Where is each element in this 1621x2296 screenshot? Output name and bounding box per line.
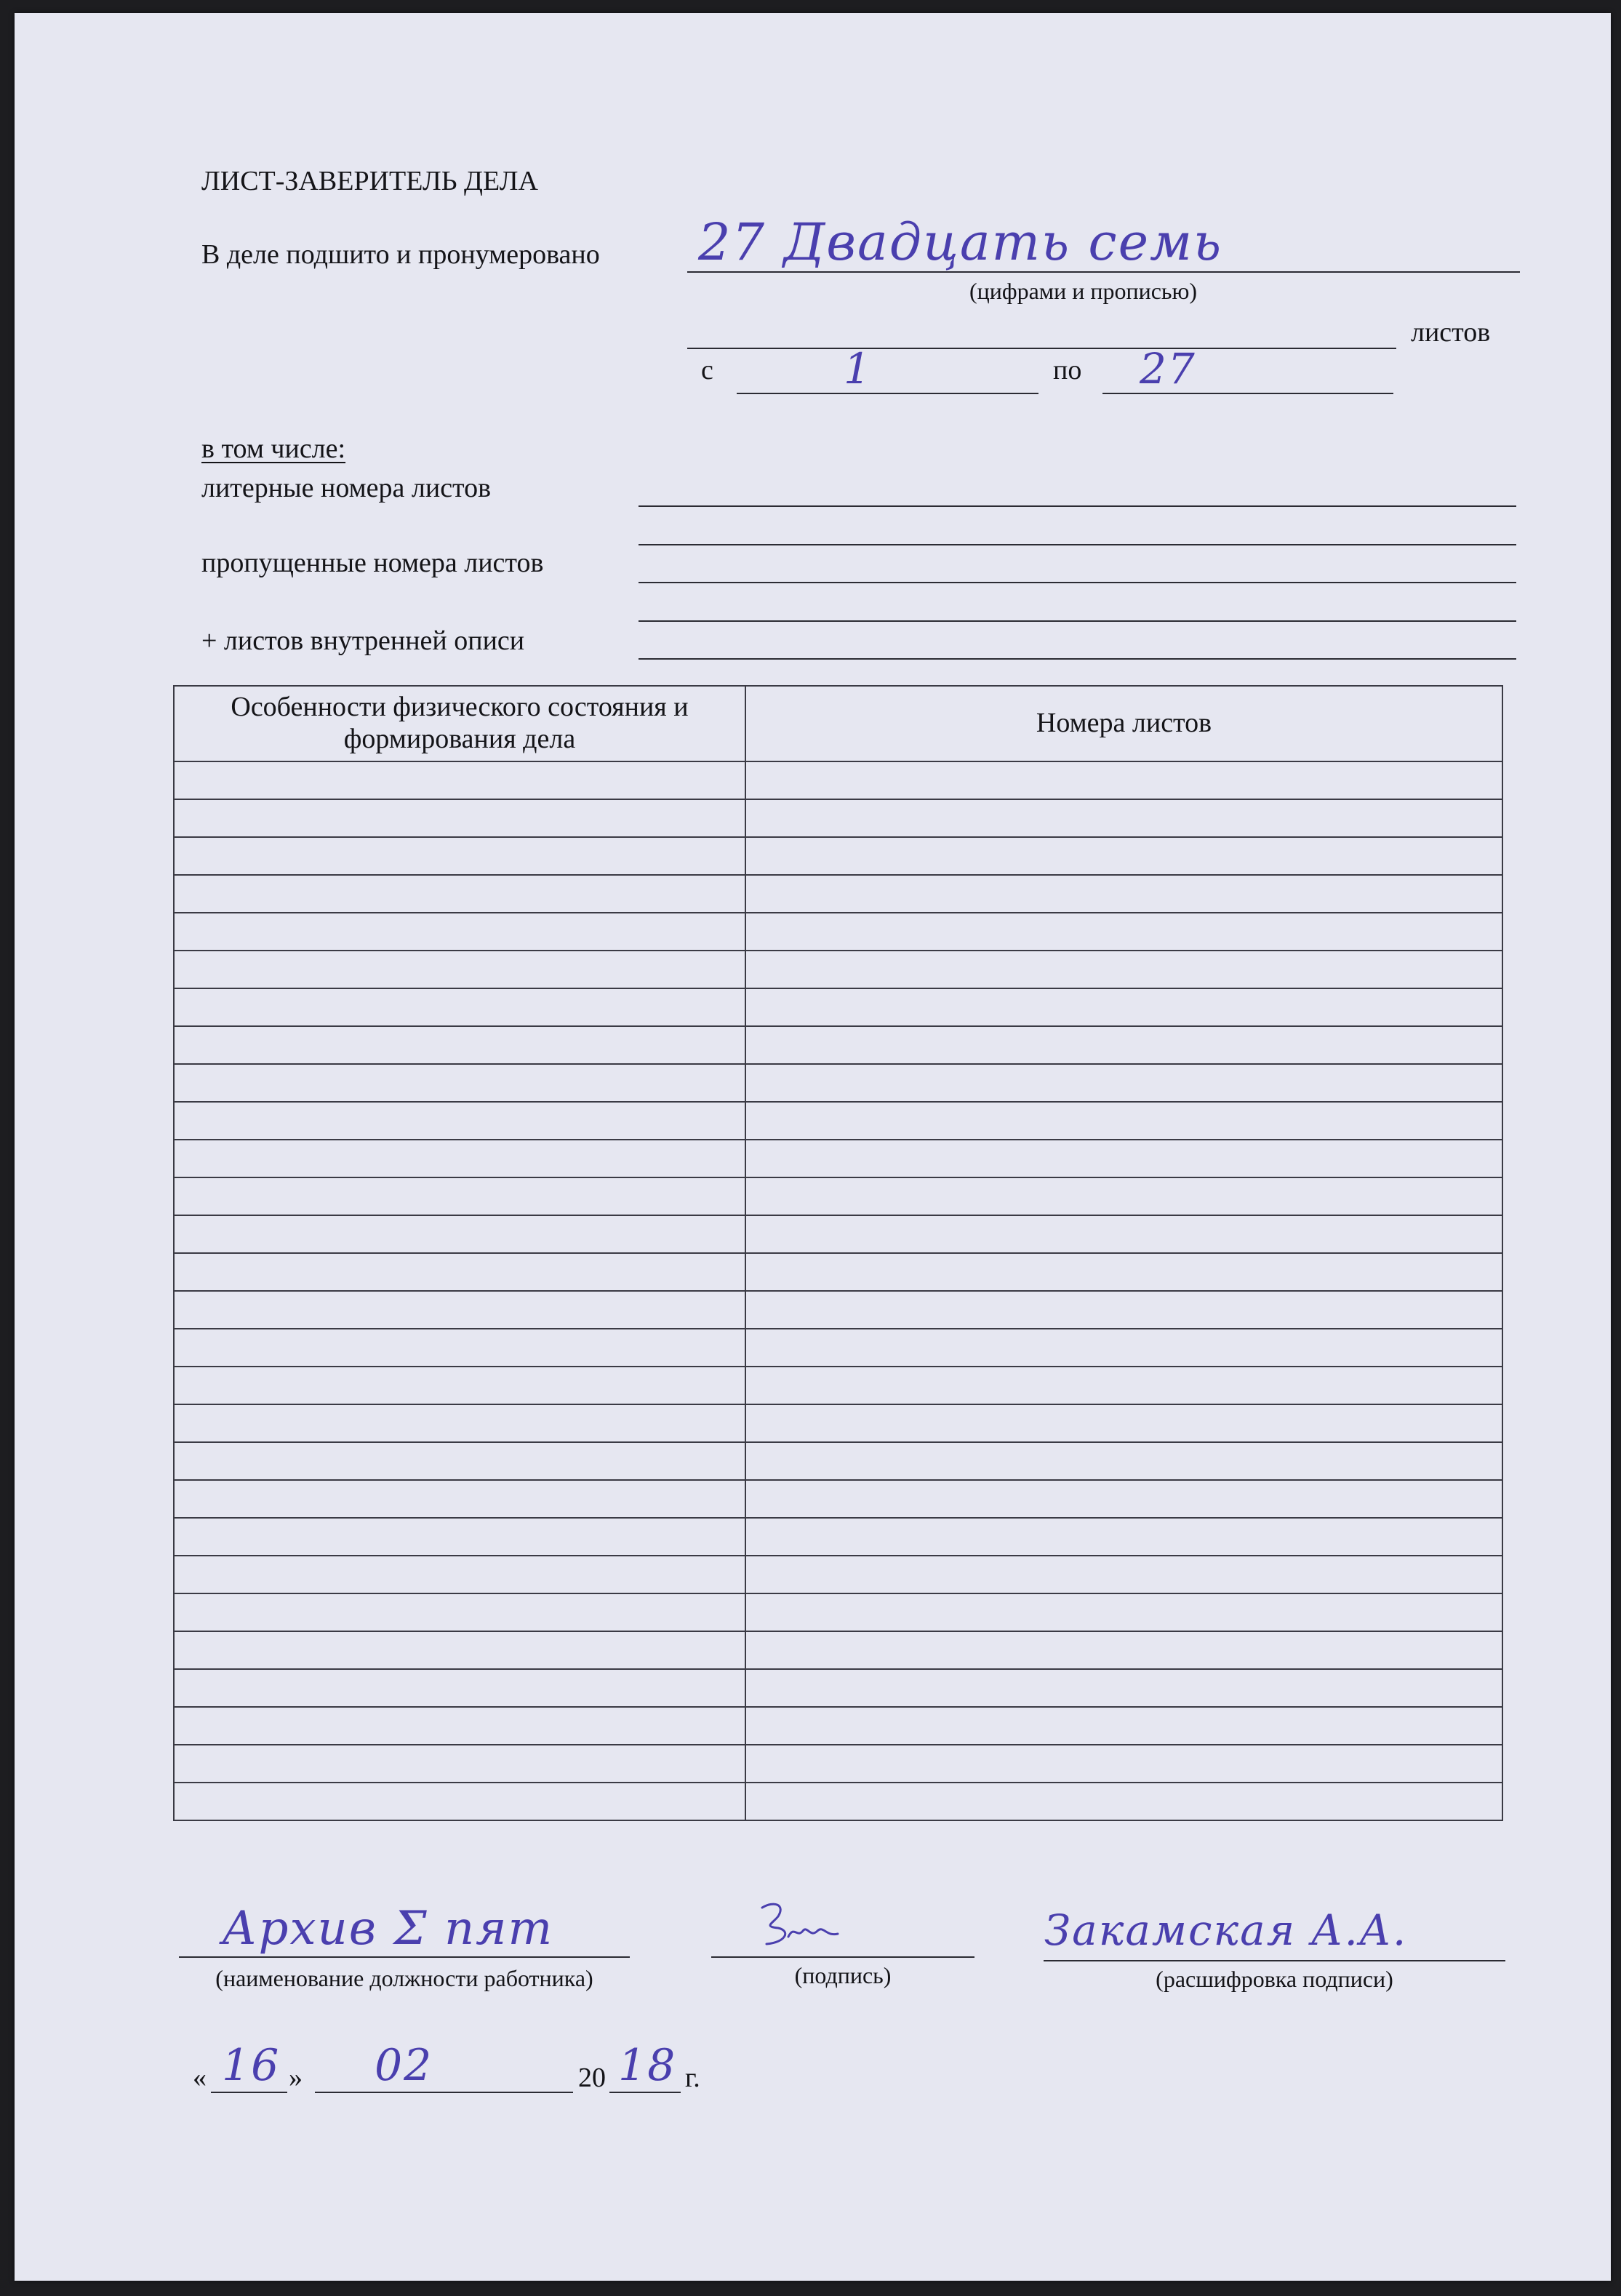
sheet-numbers-cell (745, 1518, 1502, 1556)
table-row (174, 1253, 1502, 1291)
table-row (174, 988, 1502, 1026)
table-row (174, 1291, 1502, 1329)
table-row (174, 1631, 1502, 1669)
table-row (174, 1026, 1502, 1064)
sheet-numbers-cell (745, 875, 1502, 913)
date-month-underline (315, 2092, 573, 2093)
missed-numbers-line (639, 582, 1516, 583)
table-row (174, 1556, 1502, 1593)
document-title: ЛИСТ-ЗАВЕРИТЕЛЬ ДЕЛА (201, 166, 538, 196)
sheet-numbers-cell (745, 1026, 1502, 1064)
col-header-sheet-numbers: Номера листов (745, 686, 1502, 761)
condition-cell (174, 1669, 745, 1707)
name-handwritten-value: Закамская А.А. (1044, 1905, 1408, 1955)
table-row (174, 1404, 1502, 1442)
table-row (174, 1442, 1502, 1480)
condition-cell (174, 1253, 745, 1291)
condition-cell (174, 988, 745, 1026)
condition-cell (174, 875, 745, 913)
inventory-line (639, 658, 1516, 660)
condition-cell (174, 1783, 745, 1820)
inventory-label: + листов внутренней описи (201, 625, 525, 656)
sheet-numbers-cell (745, 1404, 1502, 1442)
sheet-numbers-cell (745, 988, 1502, 1026)
sheets-word: листов (1411, 317, 1491, 348)
sheet-numbers-cell (745, 1329, 1502, 1367)
sheet-numbers-cell (745, 799, 1502, 837)
sign-underline (711, 1956, 974, 1958)
sheet-numbers-cell (745, 1556, 1502, 1593)
condition-cell (174, 1102, 745, 1140)
table-row (174, 761, 1502, 799)
condition-cell (174, 913, 745, 951)
condition-cell (174, 1026, 745, 1064)
date-year-prefix: 20 (578, 2063, 606, 2093)
table-row (174, 1140, 1502, 1177)
sheet-numbers-cell (745, 1593, 1502, 1631)
position-handwritten-value: Архив Σ пят (222, 1902, 554, 1956)
condition-cell (174, 1480, 745, 1518)
sewn-underline (687, 271, 1520, 273)
date-month-handwritten: 02 (375, 2040, 433, 2091)
sheet-numbers-cell (745, 1140, 1502, 1177)
condition-cell (174, 1745, 745, 1783)
date-close-quote: » (289, 2063, 303, 2093)
table-row (174, 875, 1502, 913)
digits-hint: (цифрами и прописью) (969, 278, 1198, 304)
condition-table (173, 685, 1503, 1821)
condition-cell (174, 761, 745, 799)
condition-cell (174, 799, 745, 837)
table-row (174, 1102, 1502, 1140)
table-row (174, 1518, 1502, 1556)
letter-numbers-label: литерные номера листов (201, 473, 492, 503)
condition-cell (174, 1404, 745, 1442)
letter-numbers-line (639, 505, 1516, 507)
sewn-label: В деле подшито и пронумеровано (201, 239, 600, 270)
sheets-underline (687, 348, 1396, 349)
from-label: с (701, 355, 713, 385)
blank-line (639, 620, 1516, 622)
sheet-numbers-cell (745, 1253, 1502, 1291)
signature-drawing (756, 1895, 844, 1953)
date-open-quote: « (193, 2063, 207, 2093)
condition-cell (174, 1367, 745, 1404)
condition-cell (174, 1177, 745, 1215)
condition-cell (174, 1329, 745, 1367)
condition-cell (174, 837, 745, 875)
sheet-numbers-cell (745, 1291, 1502, 1329)
condition-cell (174, 1442, 745, 1480)
date-day-underline (211, 2092, 287, 2093)
condition-cell (174, 1631, 745, 1669)
to-handwritten-value: 27 (1140, 344, 1196, 393)
condition-cell (174, 1140, 745, 1177)
sheet-numbers-cell (745, 1669, 1502, 1707)
sheet-numbers-cell (745, 1707, 1502, 1745)
missed-numbers-label: пропущенные номера листов (201, 548, 544, 578)
sheet-numbers-cell (745, 1631, 1502, 1669)
table-row (174, 1783, 1502, 1820)
table-row (174, 1177, 1502, 1215)
position-underline (179, 1956, 630, 1958)
condition-cell (174, 1518, 745, 1556)
sheet-numbers-cell (745, 1367, 1502, 1404)
sheet-numbers-cell (745, 1783, 1502, 1820)
sheet-numbers-cell (745, 761, 1502, 799)
condition-cell (174, 1064, 745, 1102)
condition-cell (174, 1707, 745, 1745)
condition-cell (174, 951, 745, 988)
including-label: в том числе: (201, 433, 346, 464)
table-row (174, 799, 1502, 837)
sign-hint: (подпись) (794, 1962, 892, 1988)
table-row (174, 1367, 1502, 1404)
sheet-numbers-cell (745, 1064, 1502, 1102)
from-underline (737, 393, 1038, 394)
table-row (174, 1593, 1502, 1631)
table-row (174, 1669, 1502, 1707)
condition-cell (174, 1215, 745, 1253)
table-row (174, 1329, 1502, 1367)
table-row (174, 1745, 1502, 1783)
date-year-handwritten: 18 (618, 2040, 677, 2091)
to-label: по (1053, 355, 1082, 385)
table-row (174, 1064, 1502, 1102)
to-underline (1102, 393, 1393, 394)
sheet-numbers-cell (745, 1102, 1502, 1140)
condition-cell (174, 1593, 745, 1631)
sheet-numbers-cell (745, 1442, 1502, 1480)
table-header-row (174, 686, 1502, 761)
sheet-numbers-cell (745, 951, 1502, 988)
table-row (174, 1707, 1502, 1745)
table-row (174, 1215, 1502, 1253)
blank-line (639, 544, 1516, 545)
date-year-underline (609, 2092, 681, 2093)
table-row (174, 951, 1502, 988)
sheet-numbers-cell (745, 1745, 1502, 1783)
sheet-numbers-cell (745, 1215, 1502, 1253)
from-handwritten-value: 1 (844, 344, 872, 393)
table-row (174, 837, 1502, 875)
sewn-handwritten-value: 27 Двадцать семь (698, 212, 1223, 272)
table-row (174, 913, 1502, 951)
sheet-numbers-cell (745, 1177, 1502, 1215)
condition-cell (174, 1291, 745, 1329)
name-underline (1044, 1960, 1505, 1961)
sheet-numbers-cell (745, 1480, 1502, 1518)
date-day-handwritten: 16 (222, 2040, 281, 2091)
table-row (174, 1480, 1502, 1518)
col-header-condition: Особенности физического состояния и формирования дела (174, 686, 745, 761)
sheet-numbers-cell (745, 913, 1502, 951)
date-year-word: г. (685, 2063, 700, 2093)
sheet-numbers-cell (745, 837, 1502, 875)
name-hint: (расшифровка подписи) (1156, 1966, 1393, 1992)
condition-cell (174, 1556, 745, 1593)
position-hint: (наименование должности работника) (215, 1965, 593, 1991)
